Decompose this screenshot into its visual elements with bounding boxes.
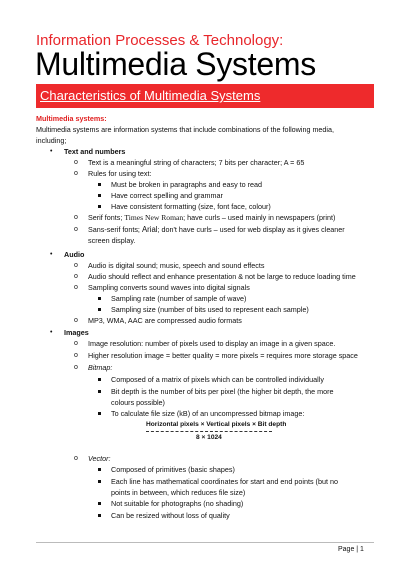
list-item: Not suitable for photographs (no shading) [111, 499, 244, 508]
list-item: To calculate file size (kB) of an uncompressed bitmap image: [111, 409, 305, 418]
list-item: Image resolution: number of pixels used to display an image in a given space. [88, 339, 336, 348]
sub-bullet-marker: o [74, 273, 78, 280]
page-number: Page | 1 [338, 546, 364, 553]
list-item-text: Serif fonts; [88, 213, 125, 222]
sub-bullet-marker: o [74, 455, 78, 462]
sub-bullet-marker: o [74, 317, 78, 324]
square-bullet [98, 480, 101, 483]
list-item: Composed of a matrix of pixels which can be controlled individually [111, 375, 324, 384]
intro-text-line: including; [36, 136, 67, 145]
sub-bullet-marker: o [74, 340, 78, 347]
list-item: Sampling size (number of bits used to represent each sample) [111, 305, 309, 314]
list-item: Have correct spelling and grammar [111, 191, 223, 200]
list-item-text: Sans-serif fonts; [88, 225, 142, 234]
sub-bullet-marker: o [74, 226, 78, 233]
square-bullet [98, 378, 101, 381]
square-bullet [98, 412, 101, 415]
section-heading-audio: Audio [64, 250, 85, 259]
font-sample-serif: Times New Roman [124, 213, 184, 222]
font-sample-sans: Arial [141, 225, 158, 234]
square-bullet [98, 502, 101, 505]
sub-bullet-marker: o [74, 284, 78, 291]
square-bullet [98, 183, 101, 186]
sub-bullet-marker: o [74, 262, 78, 269]
sub-bullet-marker: o [74, 364, 78, 371]
bullet-marker: • [50, 329, 53, 336]
section-banner-text: Characteristics of Multimedia Systems [40, 88, 261, 103]
formula-numerator: Horizontal pixels × Vertical pixels × Bit depth [146, 421, 287, 428]
list-item: Audio should reflect and enhance presentation & not be large to reduce loading time [88, 272, 356, 281]
sub-bullet-marker: o [74, 170, 78, 177]
list-item: Must be broken in paragraphs and easy to read [111, 180, 263, 189]
square-bullet [98, 308, 101, 311]
list-item: Higher resolution image = better quality = more pixels = requires more storage space [88, 351, 358, 360]
list-item-text: ; have curls – used mainly in newspapers (print) [183, 213, 336, 222]
sub-bullet-marker: o [74, 214, 78, 221]
list-item-continuation: colours possible) [111, 398, 165, 407]
list-item-text: ; don't have curls – used for web display as it gives cleaner [157, 225, 345, 234]
formula-fraction-bar [146, 431, 272, 432]
list-item [88, 225, 345, 234]
list-item: Composed of primitives (basic shapes) [111, 465, 235, 474]
list-item: Rules for using text: [88, 169, 152, 178]
footer-divider [36, 542, 374, 543]
list-item: MP3, WMA, AAC are compressed audio formats [88, 316, 242, 325]
list-item: Have consistent formatting (size, font face, colour) [111, 202, 271, 211]
list-item [88, 213, 335, 222]
list-item: Each line has mathematical coordinates for start and end points (but no [111, 477, 338, 486]
sub-bullet-marker: o [74, 159, 78, 166]
list-item: Vector: [88, 454, 111, 463]
bullet-marker: • [50, 251, 53, 258]
section-banner [36, 84, 374, 108]
list-item: Bit depth is the number of bits per pixel (the higher bit depth, the more [111, 387, 334, 396]
section-heading-images: Images [64, 328, 89, 337]
square-bullet [98, 468, 101, 471]
square-bullet [98, 514, 101, 517]
list-item: Bitmap: [88, 363, 113, 372]
list-item: Can be resized without loss of quality [111, 511, 230, 520]
document-supertitle: Information Processes & Technology: [36, 32, 284, 49]
list-item: Sampling converts sound waves into digital signals [88, 283, 250, 292]
list-item: Sampling rate (number of sample of wave) [111, 294, 247, 303]
section-heading-text: Text and numbers [64, 147, 126, 156]
sub-bullet-marker: o [74, 352, 78, 359]
bullet-marker: • [50, 148, 53, 155]
document-title: Multimedia Systems [35, 46, 316, 82]
list-item-continuation: points in between, which reduces file size) [111, 488, 246, 497]
intro-text-line: Multimedia systems are information systems that include combinations of the following media, [36, 125, 335, 134]
square-bullet [98, 194, 101, 197]
formula-denominator: 8 × 1024 [196, 434, 222, 441]
square-bullet [98, 390, 101, 393]
intro-heading: Multimedia systems: [36, 114, 107, 123]
list-item-continuation: screen display. [88, 236, 136, 245]
square-bullet [98, 297, 101, 300]
list-item: Audio is digital sound; music, speech and sound effects [88, 261, 265, 270]
square-bullet [98, 205, 101, 208]
list-item: Text is a meaningful string of characters; 7 bits per character; A = 65 [88, 158, 305, 167]
